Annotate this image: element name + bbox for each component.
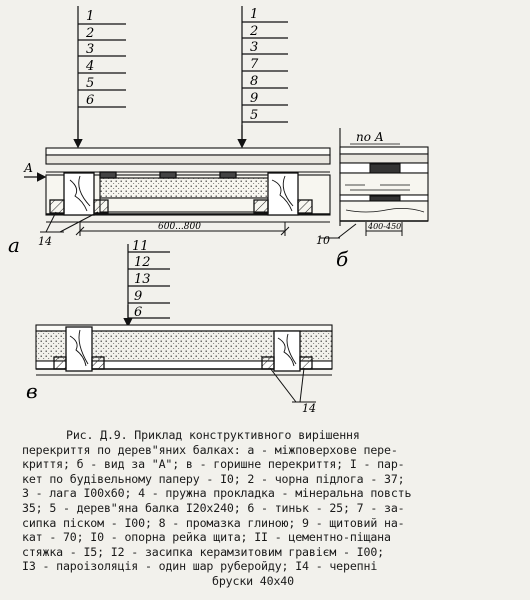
callout-14-c — [270, 368, 316, 402]
callout-14-a-label: 14 — [38, 235, 52, 248]
stack-right-label: 1 — [250, 7, 259, 22]
figure-label-a: а — [8, 233, 20, 257]
caption-line: 3 - лага I00х60; 4 - пружна прокладка - мінеральна повсть — [22, 486, 412, 501]
callout-14-c-label: 14 — [302, 402, 316, 415]
stack-bottom-label: 12 — [134, 255, 151, 270]
caption-line: перекриття по дерев"яних балках: а - міжповерхове пере- — [22, 442, 398, 457]
view-a-arrow-label: А — [24, 161, 34, 175]
stack-right-label: 9 — [250, 91, 259, 106]
stack-bottom-label: 13 — [134, 272, 151, 287]
stack-left-label: 6 — [86, 93, 95, 108]
caption-line: кат - 70; I0 - опорна рейка щита; II - цементно-піщана — [22, 530, 391, 545]
stack-bottom-label: 6 — [134, 305, 143, 320]
dimension-small-label: 400-450 — [368, 222, 402, 231]
caption-line: криття; б - вид за "А"; в - горишне перекриття; I - пар- — [22, 457, 405, 472]
dimension-span-label: 600...800 — [158, 222, 201, 232]
figure-label-c: в — [26, 379, 38, 403]
section-b-view — [340, 128, 428, 226]
caption-line: 35; 5 - дерев"яна балка I20х240; 6 - тиньк - 25; 7 - за- — [22, 500, 405, 515]
stack-left-label: 5 — [86, 76, 95, 91]
stack-bottom-label: 11 — [132, 239, 149, 254]
caption-line: бруски 40х40 — [212, 573, 294, 588]
stack-right-label: 7 — [250, 57, 259, 72]
layer-stack-right — [242, 6, 288, 146]
figure-caption — [22, 428, 517, 589]
stack-left-label: 3 — [86, 42, 95, 57]
caption-line: кет по будівельному паперу - I0; 2 - чорна підлога - 37; — [22, 471, 405, 486]
stack-right-label: 3 — [250, 40, 259, 55]
stack-left-label: 4 — [86, 59, 95, 74]
caption-line: стяжка - I5; I2 - засипка керамзитовим гравієм - I00; — [22, 544, 384, 559]
callout-10-label: 10 — [316, 234, 330, 247]
stack-right-label: 2 — [250, 24, 259, 39]
stack-left-label: 1 — [86, 9, 95, 24]
stack-bottom-label: 9 — [134, 289, 143, 304]
stack-left-label: 2 — [86, 26, 95, 41]
stack-right-label: 8 — [250, 74, 259, 89]
view-a-label: по А — [356, 130, 384, 144]
caption-line: I3 - пароізоляція - один шар руберойду; I4 - черепні — [22, 559, 378, 574]
caption-line: Рис. Д.9. Приклад конструктивного вирішення — [66, 428, 360, 442]
figure-label-b: б — [336, 247, 349, 271]
stack-right-label: 5 — [250, 108, 259, 123]
caption-line: сипка піском - I00; 8 - промазка глиною; 9 - щитовий на- — [22, 515, 405, 530]
